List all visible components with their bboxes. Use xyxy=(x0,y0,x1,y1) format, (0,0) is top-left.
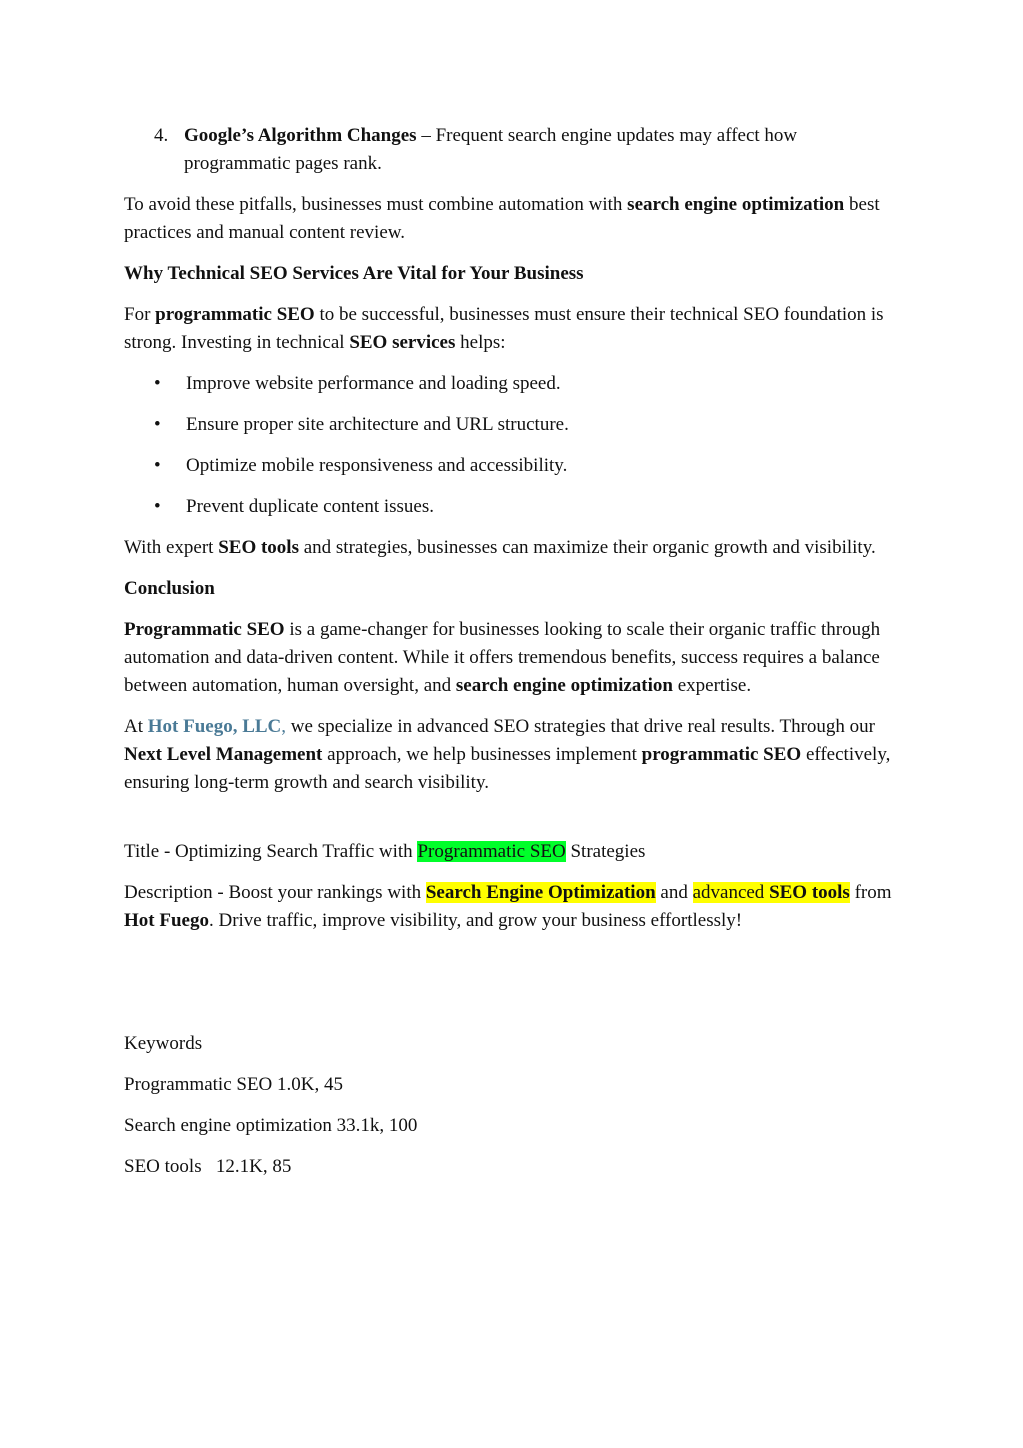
item-text: – Frequent search engine updates may affect how programmatic pages rank. xyxy=(184,125,798,174)
bullet-icon: • xyxy=(154,414,161,435)
paragraph-company: At Hot Fuego, LLC, we specialize in advanced SEO strategies that drive real results. Through our Next Level Management approach, we help businesses implement programmatic SEO effectively, ensuring long-term growth and search visibility. xyxy=(124,716,891,793)
item-number: 4. xyxy=(154,125,169,146)
keyword-row: Search engine optimization 33.1k, 100 xyxy=(124,1115,418,1136)
spacer xyxy=(124,948,914,1030)
keywords-heading: Keywords xyxy=(124,1033,203,1054)
list-item: • Prevent duplicate content issues. xyxy=(124,493,914,521)
bullet-icon: • xyxy=(154,373,161,394)
keyword-row: Programmatic SEO 1.0K, 45 xyxy=(124,1074,344,1095)
bullet-list xyxy=(124,370,914,521)
highlight-green: Programmatic SEO xyxy=(417,841,566,862)
keyword-row: SEO tools 12.1K, 85 xyxy=(124,1156,292,1177)
paragraph-pitfalls: To avoid these pitfalls, businesses must combine automation with search engine optimization best practices and manual content review. xyxy=(124,194,880,243)
document-page xyxy=(124,122,914,1194)
paragraph-technical-seo: For programmatic SEO to be successful, businesses must ensure their technical SEO foundation is strong. Investing in technical SEO services helps: xyxy=(124,304,884,353)
list-item: • Ensure proper site architecture and URL structure. xyxy=(124,411,914,439)
heading-technical-seo: Why Technical SEO Services Are Vital for Your Business xyxy=(124,263,584,284)
paragraph-seo-tools: With expert SEO tools and strategies, businesses can maximize their organic growth and visibility. xyxy=(124,537,876,558)
highlight-yellow: SEO tools xyxy=(769,882,850,903)
list-item: • Optimize mobile responsiveness and accessibility. xyxy=(124,452,914,480)
item-title: Google’s Algorithm Changes xyxy=(184,125,417,146)
highlight-yellow: advanced xyxy=(692,882,770,903)
bullet-icon: • xyxy=(154,455,161,476)
paragraph-conclusion: Programmatic SEO is a game-changer for businesses looking to scale their organic traffic through automation and data-driven content. While it offers tremendous benefits, success requires a balance between automation, human oversight, and search engine optimization expertise. xyxy=(124,619,881,696)
highlight-yellow: Search Engine Optimization xyxy=(425,882,656,903)
meta-description: Description - Boost your rankings with Search Engine Optimization and advanced SEO tools from Hot Fuego. Drive traffic, improve visibility, and grow your business effortlessly! xyxy=(124,882,892,931)
heading-conclusion: Conclusion xyxy=(124,578,215,599)
meta-title: Title - Optimizing Search Traffic with Programmatic SEO Strategies xyxy=(124,841,646,862)
numbered-item-4 xyxy=(124,122,914,178)
spacer xyxy=(124,810,914,838)
bullet-icon: • xyxy=(154,496,161,517)
list-item: • Improve website performance and loading speed. xyxy=(124,370,914,398)
company-name: Hot Fuego, LLC xyxy=(147,716,282,737)
